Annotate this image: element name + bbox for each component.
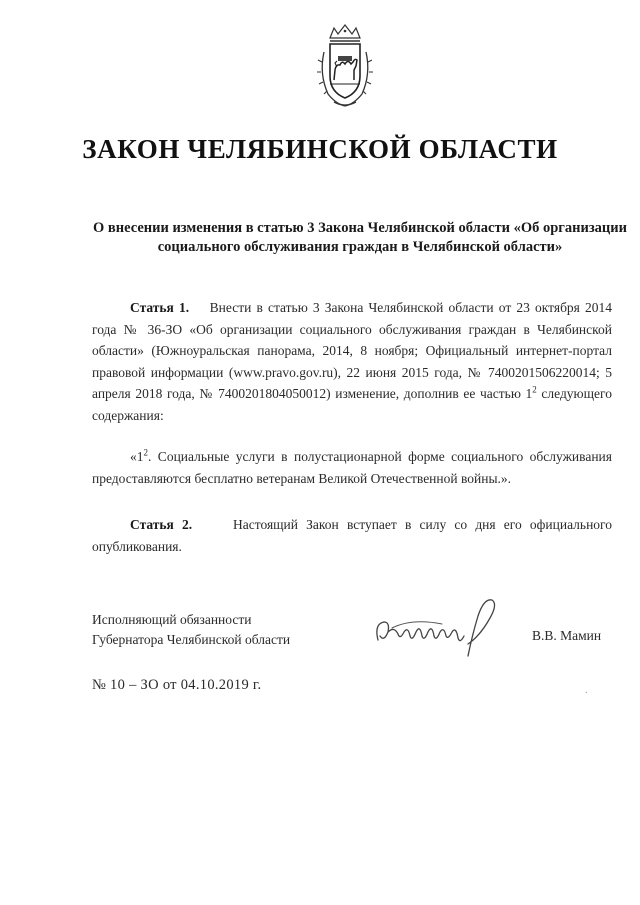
signer-name: В.В. Мамин <box>532 628 602 643</box>
quote-open: «1 <box>130 449 144 464</box>
article-1-text-b: следующего содержания: <box>92 386 612 423</box>
article-2-label: Статья 2. <box>130 517 193 532</box>
quote-text: . Социальные услуги в полустационарной форме социального обслуживания предоставляются бесплатно ветеранам Великой Отечественной войны.». <box>92 449 612 486</box>
article-1-paragraph <box>92 297 612 426</box>
stray-mark: . <box>585 685 588 696</box>
article-1-superscript: 2 <box>532 384 537 395</box>
signer-position-line-1: Исполняющий обязанности <box>92 612 252 627</box>
signer-position <box>92 610 290 650</box>
subtitle-line-2: социального обслуживания граждан в Челябинской области» <box>157 239 563 255</box>
article-1-quote <box>92 446 612 489</box>
law-number: № 10 – ЗО от 04.10.2019 г. <box>92 677 262 693</box>
article-1-label: Статья 1. <box>130 300 190 315</box>
handwritten-signature <box>372 596 500 658</box>
article-2-paragraph <box>92 514 612 557</box>
quote-superscript: 2 <box>143 447 148 458</box>
signer-position-line-2: Губернатора Челябинской области <box>92 632 291 647</box>
article-2-text: Настоящий Закон вступает в силу со дня его официального опубликования. <box>92 517 613 554</box>
subtitle-line-1: О внесении изменения в статью 3 Закона Челябинской области «Об организации <box>93 220 627 236</box>
law-subtitle <box>90 219 630 257</box>
article-1-text-a: Внести в статью 3 Закона Челябинской области от 23 октября 2014 года № 36-ЗО «Об организации социального обслуживания граждан в Челябинской области» (Южноуральская панорама, 2014, 8 ноября; Официальный интернет-портал правовой информации (www.pravo.gov.ru), 22 июня 2015 года, № 7400201506220014; 5 апреля 2018 года, № 7400201804050012) изменение, дополнив ее частью 1 <box>92 300 613 401</box>
page-title: ЗАКОН ЧЕЛЯБИНСКОЙ ОБЛАСТИ <box>82 134 558 164</box>
coat-of-arms-emblem <box>316 22 374 110</box>
